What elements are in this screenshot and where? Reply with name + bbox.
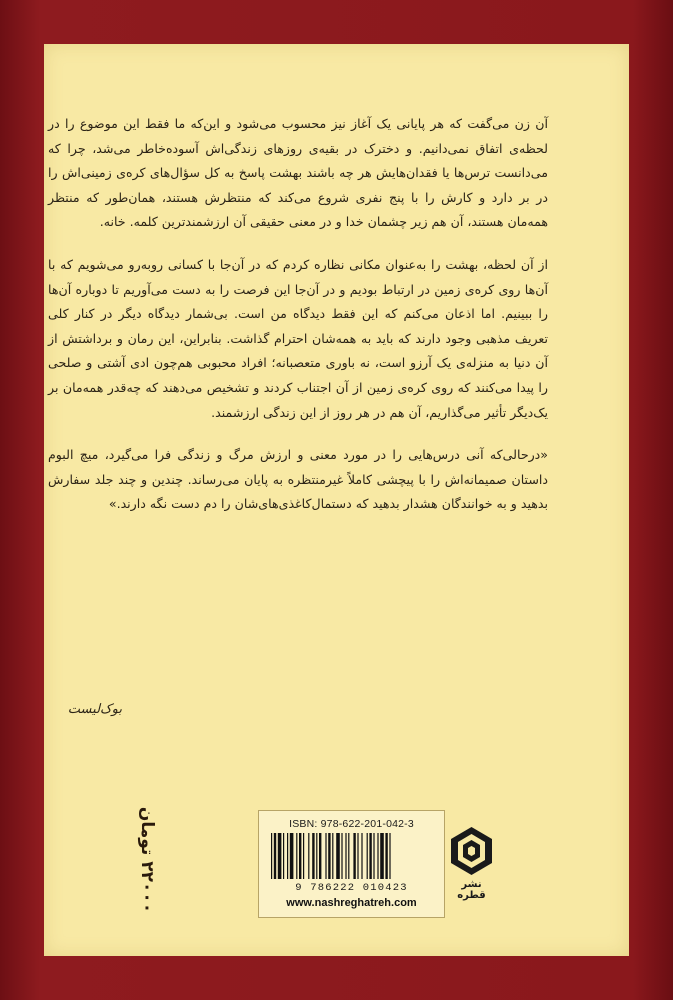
drop-logo-icon xyxy=(449,825,494,877)
price-label: ۲۲۰۰۰ تومان xyxy=(137,806,157,914)
paragraph-2: از آن لحظه، بهشت را به‌عنوان مکانی نظاره کردم که در آن‌جا با کسانی روبه‌رو می‌شویم که با آن‌ها روی کره‌ی زمین در ارتباط بودیم و در آن‌جا این فرصت را به دست می‌آوریم تا دوباره آن‌ها را ببینیم. اما اذعان می‌کنم که این فقط دیدگاه من است. بی‌شمار دیدگاه دیگر در کنار کلی تعریف مذهبی وجود دارند که باید به همه‌شان احترام گذاشت. بنابراین، این رمان و برداشتش از آن دنیا به منزله‌ی یک آرزو است، نه باوری متعصبانه؛ افراد محبوبی هم‌چون ادی آشتی و صلحی را پیدا می‌کنند که روی کره‌ی زمین از آن اجتناب کردند و تشخیص می‌دهند که چه‌قدر همه‌مان بر یک‌دیگر تأثیر می‌گذاریم، آن هم در هر روز از این زندگی ارزشمند. xyxy=(48,256,548,420)
paragraph-1: آن زن می‌گفت که هر پایانی یک آغاز نیز محسوب می‌شود و این‌که ما فقط این موضوع را در لحظه‌ی اتفاق نمی‌دانیم. و دخترک در بقیه‌ی روزهای زندگی‌اش آسوده‌خاطر می‌شد، چرا که می‌دانست ترس‌ها یا فقدان‌هایش هر چه باشند بهشت پاسخ به کل سؤال‌های کره‌ی زمینی‌اش را در بر دارد و کارش را با پنج نفری شروع می‌کند که منتظرش هستند، همان‌طور که منتظر همه‌مان هستند، آن هم زیر چشمان خدا و در معنی حقیقی آن ارزشمندترین کلمه. خانه. xyxy=(48,116,548,230)
barcode-block xyxy=(258,810,445,918)
publisher-logo xyxy=(449,825,494,901)
blurb xyxy=(48,112,548,535)
publisher-name: نشر قطره xyxy=(457,879,486,901)
isbn-text: ISBN: 978-622-201-042-3 xyxy=(289,818,414,830)
barcode-digits: 9 786222 010423 xyxy=(295,882,408,894)
barcode-icon xyxy=(269,833,434,881)
review-source: بوک‌لیست xyxy=(67,702,122,717)
publisher-website: www.nashreghatreh.com xyxy=(286,897,417,909)
paragraph-3-review-quote: «درحالی‌که آنی درس‌هایی را در مورد معنی و ارزش مرگ و زندگی فرا می‌گیرد، میچ البوم داستان صمیمانه‌اش را با پیچشی کاملاً غیرمنتظره به پایان می‌رساند. چندین و چند جلد سفارش بدهید و به خوانندگان هشدار بدهید که دستمال‌کاغذی‌های‌شان را دم دست نگه دارند.» xyxy=(48,447,548,512)
